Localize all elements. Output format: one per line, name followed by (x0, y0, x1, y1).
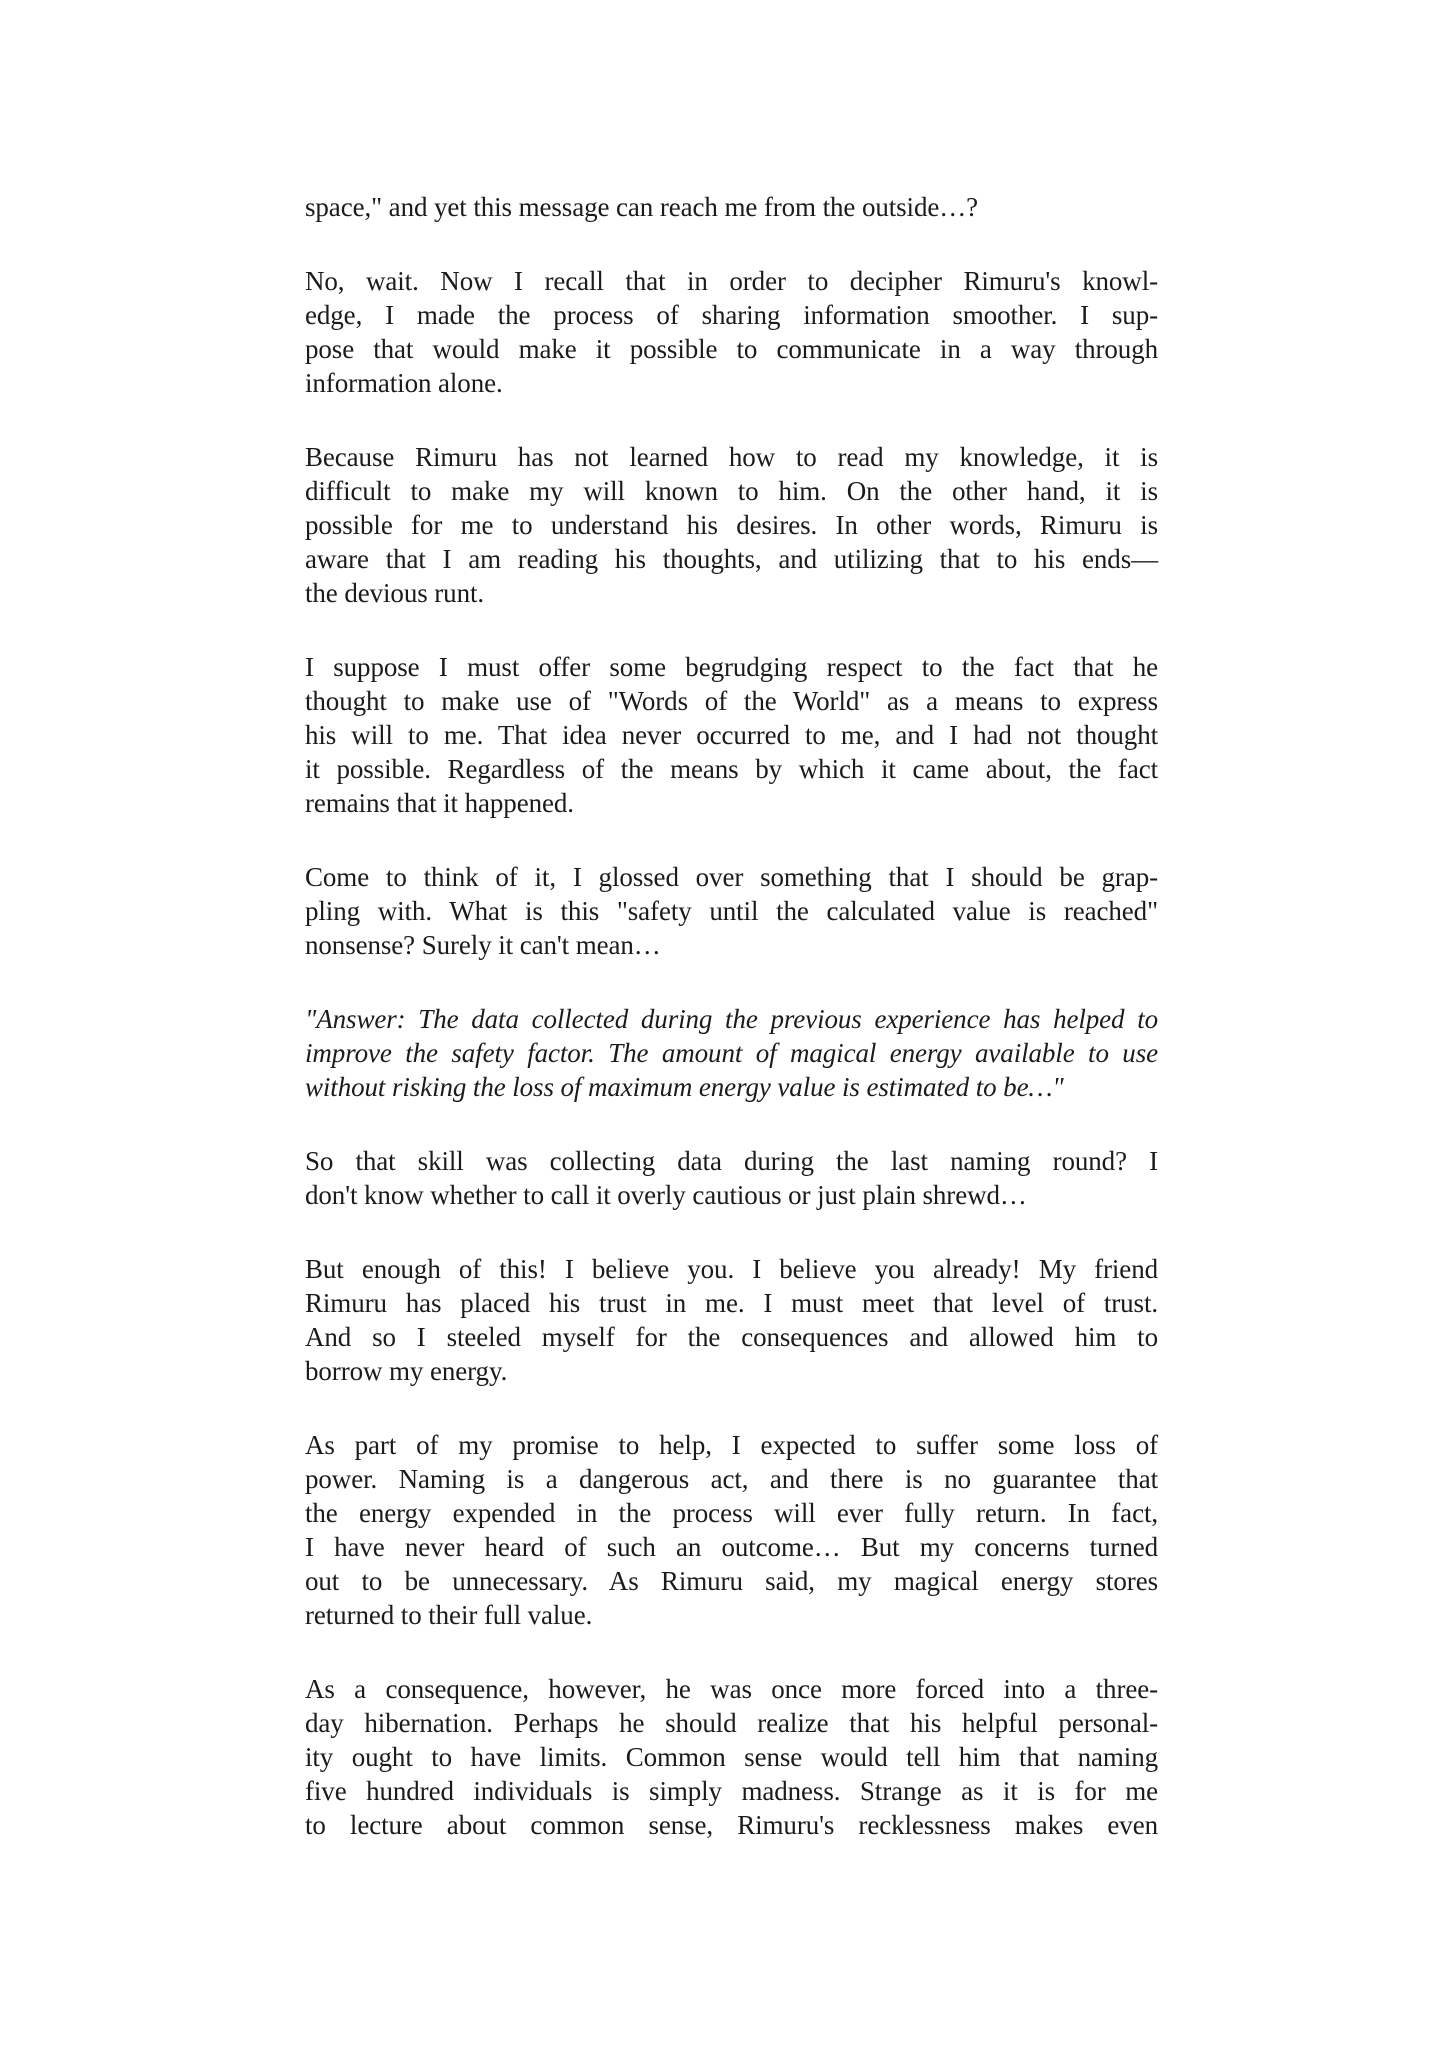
text-line: pling with. What is this "safety until the calculated value is reached" (305, 896, 1158, 926)
text-line: edge, I made the process of sharing information smoother. I sup- (305, 300, 1158, 330)
text-line: I have never heard of such an outcome… But my concerns turned (305, 1532, 1158, 1562)
body-paragraph (305, 440, 1158, 610)
text-line: I suppose I must offer some begrudging respect to the fact that he (305, 652, 1158, 682)
body-paragraph (305, 190, 1158, 224)
body-paragraph (305, 1672, 1158, 1842)
body-paragraph (305, 1428, 1158, 1632)
body-paragraph (305, 1144, 1158, 1212)
text-line: it possible. Regardless of the means by which it came about, the fact (305, 754, 1158, 784)
text-line: without risking the loss of maximum energy value is estimated to be…" (305, 1072, 1064, 1102)
text-line: As a consequence, however, he was once more forced into a three- (305, 1674, 1158, 1704)
text-line: But enough of this! I believe you. I believe you already! My friend (305, 1254, 1158, 1284)
text-line: pose that would make it possible to communicate in a way through (305, 334, 1158, 364)
text-line: improve the safety factor. The amount of magical energy available to use (305, 1038, 1158, 1068)
text-line: five hundred individuals is simply madness. Strange as it is for me (305, 1776, 1158, 1806)
text-line: "Answer: The data collected during the previous experience has helped to (305, 1004, 1158, 1034)
text-line: returned to their full value. (305, 1600, 593, 1630)
text-line: And so I steeled myself for the consequences and allowed him to (305, 1322, 1158, 1352)
block-quote-paragraph (305, 1002, 1158, 1104)
text-line: thought to make use of "Words of the World" as a means to express (305, 686, 1158, 716)
text-line: out to be unnecessary. As Rimuru said, my magical energy stores (305, 1566, 1158, 1596)
page-text-column (305, 190, 1158, 1882)
text-line: No, wait. Now I recall that in order to decipher Rimuru's knowl- (305, 266, 1158, 296)
text-line: day hibernation. Perhaps he should realize that his helpful personal- (305, 1708, 1158, 1738)
text-line: So that skill was collecting data during the last naming round? I (305, 1146, 1158, 1176)
body-paragraph (305, 1252, 1158, 1388)
text-line: difficult to make my will known to him. On the other hand, it is (305, 476, 1158, 506)
text-line: remains that it happened. (305, 788, 574, 818)
text-line: information alone. (305, 368, 503, 398)
text-line: ity ought to have limits. Common sense would tell him that naming (305, 1742, 1158, 1772)
text-line: Come to think of it, I glossed over something that I should be grap- (305, 862, 1158, 892)
text-line: the energy expended in the process will ever fully return. In fact, (305, 1498, 1158, 1528)
text-line: power. Naming is a dangerous act, and there is no guarantee that (305, 1464, 1158, 1494)
text-line: the devious runt. (305, 578, 485, 608)
body-paragraph (305, 264, 1158, 400)
text-line: possible for me to understand his desires. In other words, Rimuru is (305, 510, 1158, 540)
text-line: borrow my energy. (305, 1356, 508, 1386)
text-line: space," and yet this message can reach me from the outside…? (305, 192, 979, 222)
text-line: Rimuru has placed his trust in me. I must meet that level of trust. (305, 1288, 1158, 1318)
text-line: As part of my promise to help, I expected to suffer some loss of (305, 1430, 1158, 1460)
text-line: his will to me. That idea never occurred to me, and I had not thought (305, 720, 1158, 750)
body-paragraph (305, 650, 1158, 820)
text-line: Because Rimuru has not learned how to read my knowledge, it is (305, 442, 1158, 472)
body-paragraph (305, 860, 1158, 962)
text-line: don't know whether to call it overly cautious or just plain shrewd… (305, 1180, 1027, 1210)
text-line: nonsense? Surely it can't mean… (305, 930, 661, 960)
text-line: to lecture about common sense, Rimuru's recklessness makes even (305, 1810, 1158, 1840)
text-line: aware that I am reading his thoughts, and utilizing that to his ends— (305, 544, 1158, 574)
